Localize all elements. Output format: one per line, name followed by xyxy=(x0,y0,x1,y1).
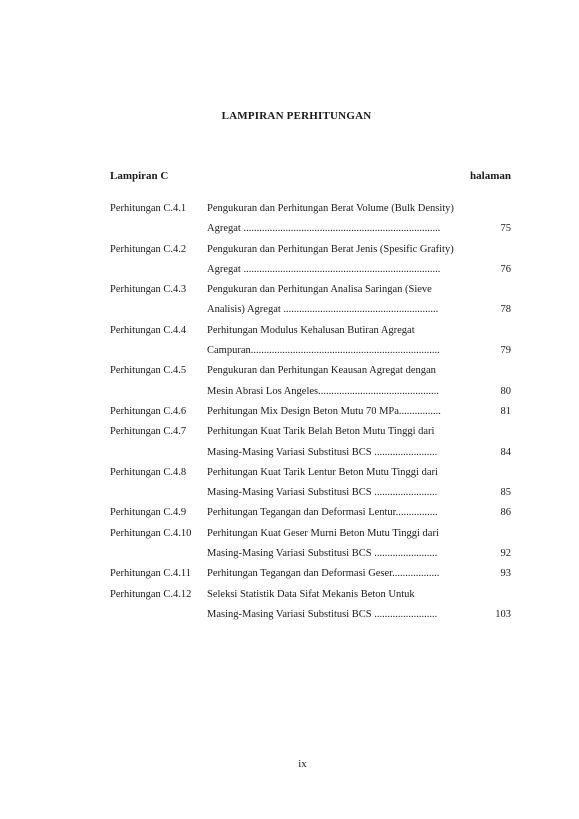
toc-line xyxy=(110,527,511,547)
toc-entry-title-continued: Campuran........................................................................ xyxy=(207,345,440,357)
toc-entry-title-continued: Masing-Masing Variasi Substitusi BCS ........................ xyxy=(207,446,438,458)
toc-entry-title-continued: Agregat ........................................................................... xyxy=(207,223,441,235)
toc-line xyxy=(110,446,511,466)
toc-entry-title-continued: Masing-Masing Variasi Substitusi BCS ........................ xyxy=(207,487,438,499)
toc-entry-label: Perhitungan C.4.12 xyxy=(110,588,192,600)
toc-entry-label: Perhitungan C.4.7 xyxy=(110,426,187,438)
toc-entry xyxy=(110,202,511,243)
toc-entry-page: 86 xyxy=(500,507,511,519)
toc-line xyxy=(110,506,511,526)
toc-entry-page: 81 xyxy=(500,405,511,417)
toc-entry-title-continued: Analisis) Agregat ........................................................... xyxy=(207,304,439,316)
toc-entry xyxy=(110,588,511,629)
toc-entry xyxy=(110,466,511,507)
toc-entry-title: Seleksi Statistik Data Sifat Mekanis Beton Untuk xyxy=(207,588,415,600)
toc-line xyxy=(110,486,511,506)
toc-entry-page: 84 xyxy=(500,446,511,458)
toc-entry-title-continued: Masing-Masing Variasi Substitusi BCS ........................ xyxy=(207,548,438,560)
page-number: ix xyxy=(298,758,307,770)
toc-entry-title: Perhitungan Mix Design Beton Mutu 70 MPa................ xyxy=(207,405,441,417)
toc-entry-title: Perhitungan Tegangan dan Deformasi Geser.................. xyxy=(207,568,440,580)
toc-entry-title: Perhitungan Kuat Tarik Lentur Beton Mutu Tinggi dari xyxy=(207,466,438,478)
toc-entry-title: Pengukuran dan Perhitungan Keausan Agregat dengan xyxy=(207,365,436,377)
toc-line xyxy=(110,303,511,323)
page-title: LAMPIRAN PERHITUNGAN xyxy=(221,110,372,122)
toc-entry-title-continued: Agregat ........................................................................... xyxy=(207,263,441,275)
toc-entry-page: 75 xyxy=(500,223,511,235)
table-of-contents xyxy=(110,202,511,628)
toc-entry xyxy=(110,567,511,587)
toc-line xyxy=(110,202,511,222)
toc-entry-page: 80 xyxy=(500,385,511,397)
page-column-header: halaman xyxy=(470,170,511,182)
toc-entry-label: Perhitungan C.4.11 xyxy=(110,568,191,580)
toc-entry-title: Perhitungan Tegangan dan Deformasi Lentur................ xyxy=(207,507,438,519)
toc-entry-label: Perhitungan C.4.8 xyxy=(110,466,187,478)
toc-line xyxy=(110,547,511,567)
toc-entry-label: Perhitungan C.4.6 xyxy=(110,405,187,417)
toc-line xyxy=(110,344,511,364)
toc-line xyxy=(110,425,511,445)
toc-entry-title: Pengukuran dan Perhitungan Berat Jenis (Spesific Grafity) xyxy=(207,243,454,255)
toc-entry-title: Pengukuran dan Perhitungan Berat Volume (Bulk Density) xyxy=(207,203,454,214)
toc-entry-label: Perhitungan C.4.1 xyxy=(110,203,187,214)
toc-entry-page: 78 xyxy=(500,304,511,316)
toc-entry-page: 93 xyxy=(500,568,511,580)
toc-entry-label: Perhitungan C.4.5 xyxy=(110,365,187,377)
toc-entry-label: Perhitungan C.4.3 xyxy=(110,284,187,296)
toc-entry-label: Perhitungan C.4.9 xyxy=(110,507,187,519)
toc-entry-title-continued: Mesin Abrasi Los Angeles.............................................. xyxy=(207,385,439,397)
toc-line xyxy=(110,567,511,587)
toc-line xyxy=(110,405,511,425)
toc-line xyxy=(110,385,511,405)
toc-entry-title-continued: Masing-Masing Variasi Substitusi BCS ........................ xyxy=(207,608,438,620)
toc-entry-title: Perhitungan Kuat Geser Murni Beton Mutu Tinggi dari xyxy=(207,527,439,539)
toc-entry-title: Pengukuran dan Perhitungan Analisa Saringan (Sieve xyxy=(207,284,432,296)
toc-line xyxy=(110,222,511,242)
toc-entry xyxy=(110,527,511,568)
toc-line xyxy=(110,466,511,486)
toc-entry xyxy=(110,506,511,526)
toc-entry-label: Perhitungan C.4.10 xyxy=(110,527,192,539)
toc-line xyxy=(110,263,511,283)
toc-line xyxy=(110,283,511,303)
toc-line xyxy=(110,243,511,263)
toc-entry xyxy=(110,243,511,284)
toc-entry-page: 76 xyxy=(500,263,511,275)
toc-entry xyxy=(110,425,511,466)
toc-entry xyxy=(110,283,511,324)
toc-line xyxy=(110,588,511,608)
toc-line xyxy=(110,364,511,384)
toc-entry-page: 79 xyxy=(500,345,511,357)
toc-line xyxy=(110,608,511,628)
toc-entry-page: 103 xyxy=(495,608,511,620)
toc-entry xyxy=(110,364,511,405)
toc-entry xyxy=(110,324,511,365)
toc-line xyxy=(110,324,511,344)
toc-entry xyxy=(110,405,511,425)
section-header xyxy=(110,170,511,182)
toc-entry-page: 92 xyxy=(500,548,511,560)
toc-entry-title: Perhitungan Modulus Kehalusan Butiran Agregat xyxy=(207,324,415,336)
toc-entry-label: Perhitungan C.4.2 xyxy=(110,243,187,255)
toc-entry-page: 85 xyxy=(500,487,511,499)
section-label: Lampiran C xyxy=(110,170,169,182)
toc-entry-title: Perhitungan Kuat Tarik Belah Beton Mutu Tinggi dari xyxy=(207,426,435,438)
toc-entry-label: Perhitungan C.4.4 xyxy=(110,324,187,336)
